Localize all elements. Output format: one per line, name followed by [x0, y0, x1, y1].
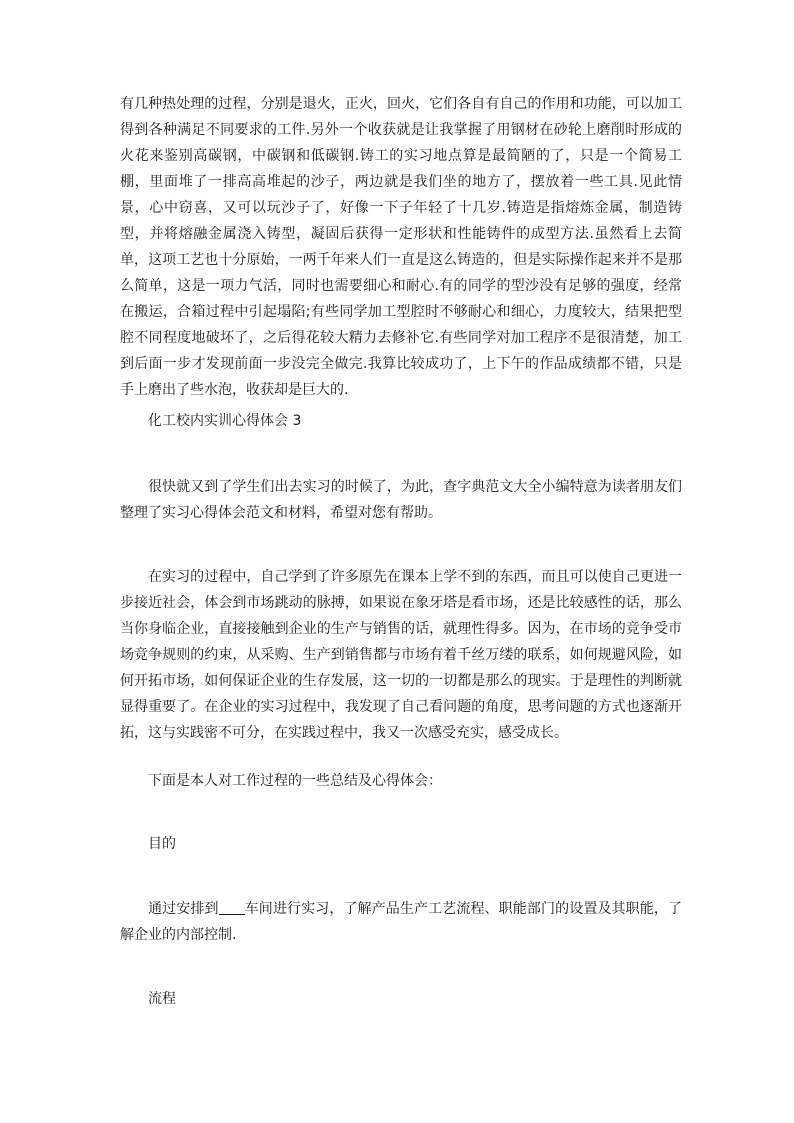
paragraph-internship-experience: 在实习的过程中，自己学到了许多原先在课本上学不到的东西，而且可以使自己更进一步接近社会，体会到市场跳动的脉搏，如果说在象牙塔是看市场，还是比较感性的话，那么当你身临企业，直接接触到企业的生产与销售的话，就理性得多。因为，在市场的竞争受市场竞争规则的约束，从采购、生产到销售都与市场有着千丝万缕的联系，如何规避风险，如何开拓市场，如何保证企业的生存发展，这一切的一切都是那么的现实。于是理性的判断就显得重要了。在企业的实习过程中，我发现了自己看问题的角度，思考问题的方式也逐渐开拓，这与实践密不可分，在实践过程中，我又一次感受充实，感受成长。: [120, 569, 682, 741]
goal-text-before-blank: 通过安排到: [148, 901, 219, 917]
fill-in-blank: [219, 900, 245, 915]
paragraph-casting-internship: 有几种热处理的过程，分别是退火，正火，回火，它们各自有自己的作用和功能，可以加工得到各种满足不同要求的工件.另外一个收获就是让我掌握了用钢材在砂轮上磨削时形成的火花来鉴别高碳钢，中碳钢和低碳钢.铸工的实习地点算是最简陋的了，只是一个简易工棚，里面堆了一排高高堆起的沙子，两边就是我们坐的地方了，摆放着一些工具.见此情景，心中窃喜，又可以玩沙子了，好像一下子年轻了十几岁.铸造是指熔炼金属，制造铸型，并将熔融金属浇入铸型，凝固后获得一定形状和性能铸件的成型方法.虽然看上去简单，这项工艺也十分原始，一两千年来人们一直是这么铸造的，但是实际操作起来并不是那么简单，这是一项力气活，同时也需要细心和耐心.有的同学的型沙没有足够的强度，经常在搬运，合箱过程中引起塌陷;有些同学加工型腔时不够耐心和细心，力度较大，结果把型腔不同程度地破坏了，之后得花较大精力去修补它.有些同学对加工程序不是很清楚，加工到后面一步才发现前面一步没完全做完.我算比较成功了，上下午的作品成绩都不错，只是手上磨出了些水泡，收获却是巨大的.: [120, 96, 682, 398]
paragraph-intro: 很快就又到了学生们出去实习的时候了，为此，查字典范文大全小编特意为读者朋友们整理了实习心得体会范文和材料，希望对您有帮助。: [120, 479, 682, 521]
heading-flow: 流程: [148, 991, 176, 1007]
heading-goal: 目的: [148, 836, 176, 852]
goal-text-after-blank: 车间进行实习，了解产品生产工艺流程、职能部门的设置及其职能，了解企业的内部控制.: [120, 901, 683, 943]
paragraph-goal: [120, 896, 682, 948]
summary-lead-line: 下面是本人对工作过程的一些总结及心得体会：: [148, 773, 442, 789]
section-title-3: 化工校内实训心得体会 3: [148, 413, 302, 429]
